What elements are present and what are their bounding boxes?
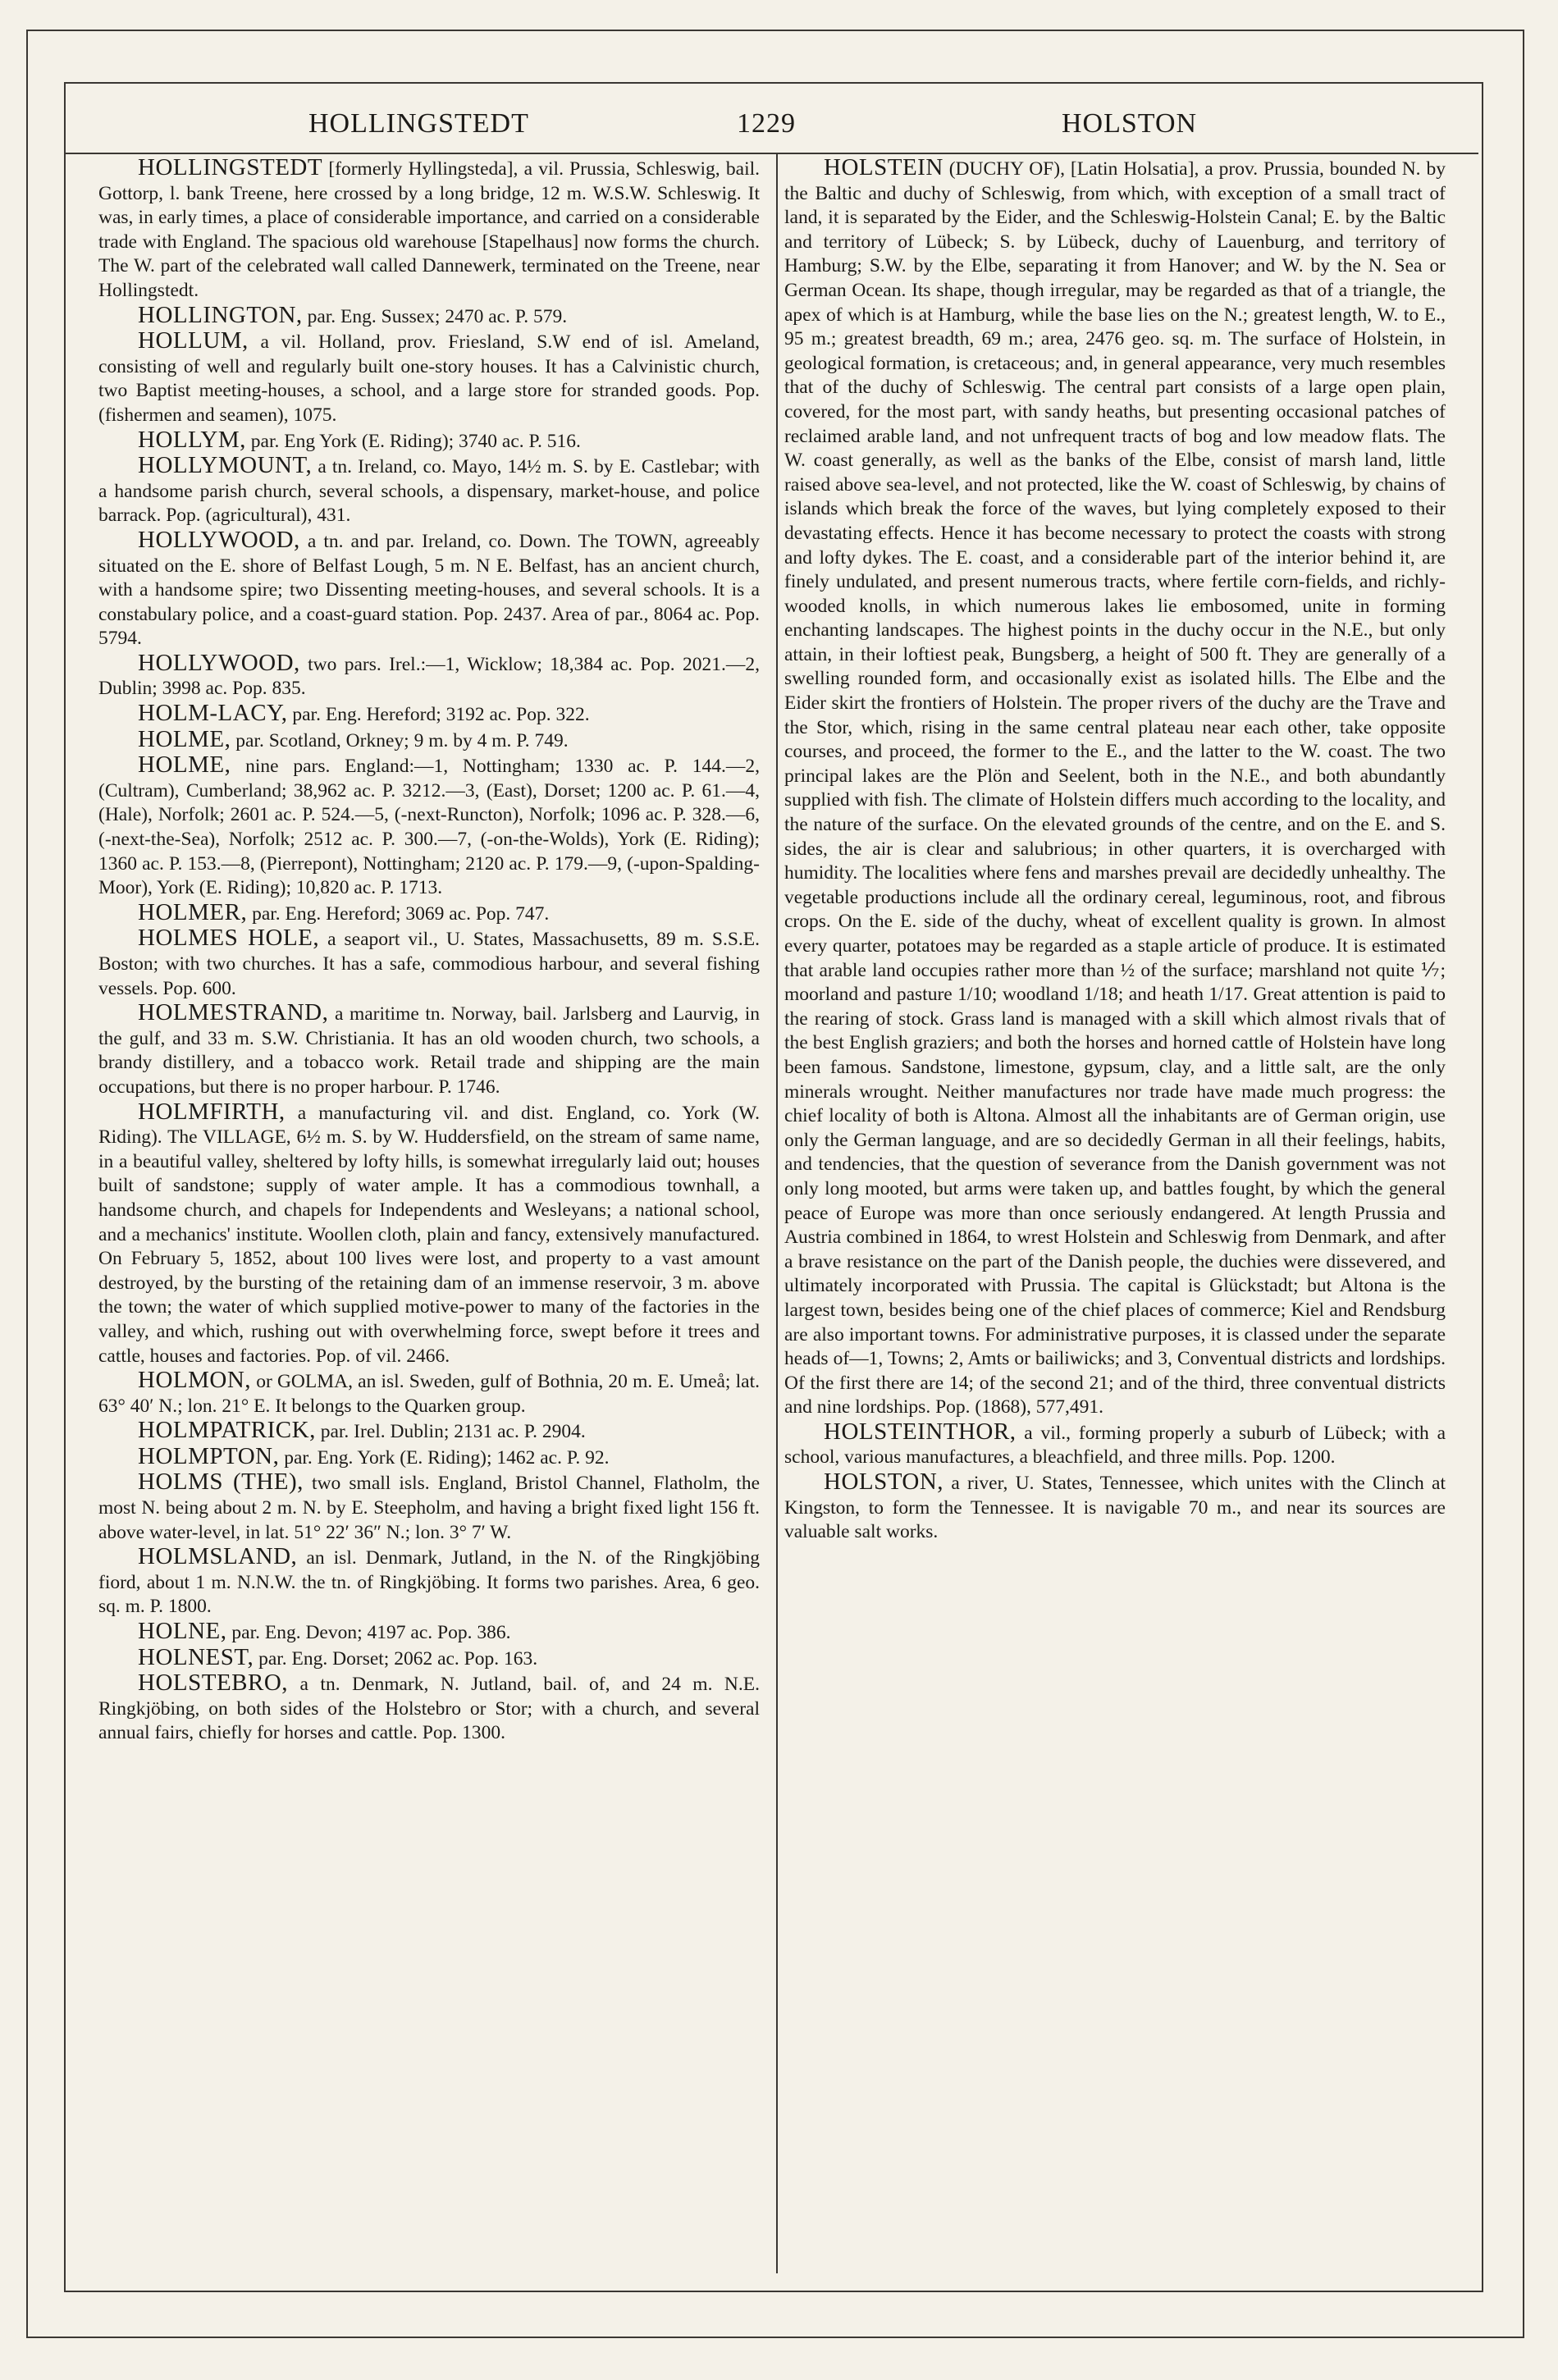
gazetteer-entry [98, 1643, 760, 1672]
entry-headword: HOLMS (THE), [138, 1469, 304, 1496]
header-right-word: HOLSTON [1062, 108, 1198, 139]
entry-headword: HOLMFIRTH, [138, 1098, 286, 1125]
gazetteer-entry [784, 1420, 1446, 1470]
entry-text: (DUCHY OF), [Latin Holsatia], a prov. Prussia, bounded N. by the Baltic and duchy of Schleswig, from which, with exception of a small tract of land, it is separated by the Eider, and the Schleswig-Holstein Canal; E. by the Baltic and territory of Lübeck; S. by Lübeck, duchy of Lauenburg, and territory of Hamburg; S.W. by the Elbe, separating it from Hanover; and W. by the N. Sea or German Ocean. Its shape, though irregular, may be regarded as that of a triangle, the apex of which is at Hamburg, while the base lies on the N.; greatest length, W. to E., 95 m.; greatest breadth, 69 m.; area, 2476 geo. sq. m. The surface of Holstein, in geological formation, is cretaceous; and, in general appearance, very much resembles that of the duchy of Schleswig. The central part consists of a large open plain, covered, for the most part, with sandy heaths, but presenting occasional patches of reclaimed arable land, and not unfrequent tracts of bog and low meadow flats. The W. coast generally, as well as the banks of the Elbe, consist of marsh land, little raised above sea-level, and not protected, like the W. coast of Schleswig, by chains of islands which break the force of the waves, but lying completely exposed to their devastating effects. Hence it has become necessary to protect the coasts with strong and lofty dykes. The E. coast, and a considerable part of the interior behind it, are finely undulated, and present numerous tracts, where fertile corn-fields, and richly-wooded knolls, in which numerous lakes lie embosomed, unite in forming enchanting landscapes. The highest points in the duchy occur in the N.E., but only attain, in their loftiest peak, Bungsberg, a height of 500 ft. They are generally of a swelling rounded form, and occasionally exist as isolated hills. The Elbe and the Eider skirt the frontiers of Holstein. The proper rivers of the duchy are the Trave and the Stor, which, rising in the same central plateau near each other, take opposite courses, and proceed, the former to the E., and the latter to the W. coast. The two principal lakes are the Plön and Seelent, both in the N.E., and both abundantly supplied with fish. The climate of Holstein differs much according to the locality, and the nature of the surface. On the elevated grounds of the centre, and on the E. and S. sides, the air is clear and salubrious; in other quarters, it is overcharged with humidity. The localities where fens and marshes prevail are decidedly unhealthy. The vegetable productions include all the ordinary cereal, leguminous, root, and fibrous crops. On the E. side of the duchy, wheat of excellent quality is grown. In almost every quarter, potatoes may be regarded as a staple article of produce. It is estimated that arable land occupies rather more than ½ of the surface; marshland not quite ⅐; moorland and pasture 1/10; woodland 1/18; and heath 1/17. Great attention is paid to the rearing of stock. Grass land is managed with a skill which almost rivals that of the best English graziers; and both the horses and horned cattle of Holstein have long been famous. Sandstone, limestone, gypsum, clay, and a little salt, are the only minerals wrought. Neither manufactures nor trade have made much progress: the chief locality of both is Altona. Almost all the inhabitants are of German origin, use only the German language, and are so decidedly German in all their feelings, habits, and tendencies, that the question of severance from the Danish government was not only long mooted, but arms were taken up, and battles fought, by which the general peace of Europe was more than once seriously endangered. At length Prussia and Austria combined in 1864, to wrest Holstein and Schleswig from Denmark, and after a brave resistance on the part of the Danish people, the duchies were dissevered, and ultimately incorporated with Prussia. The capital is Glückstadt; but Altona is the largest town, besides being one of the chief places of commerce; Kiel and Rendsburg are also important towns. For administrative purposes, it is classed under the separate heads of—1, Towns; 2, Amts or bailiwicks; and 3, Conventual districts and lordships. Of the first there are 14; of the second 21; and of the third, three conventual districts and nine lordships. Pop. (1868), 577,491. [784, 158, 1446, 1418]
header-rule [66, 153, 1478, 154]
gazetteer-entry [98, 301, 760, 330]
entry-headword: HOLLYM, [138, 426, 246, 453]
gazetteer-entry [98, 1671, 760, 1746]
gazetteer-entry [98, 651, 760, 701]
entry-headword: HOLLYWOOD, [138, 649, 300, 676]
entry-text: a vil. Holland, prov. Friesland, S.W end of isl. Ameland, consisting of well and regularly built one-story houses. It has a Calvinistic church, two Baptist meeting-houses, a school, and a large store for stranded goods. Pop. (fishermen and seamen), 1075. [98, 331, 760, 426]
header-left-word: HOLLINGSTEDT [308, 108, 529, 139]
entry-headword: HOLLINGSTEDT [138, 156, 323, 180]
entry-headword: HOLM-LACY, [138, 700, 288, 727]
entry-headword: HOLMSLAND, [138, 1543, 298, 1570]
entry-headword: HOLLYMOUNT, [138, 452, 313, 479]
gazetteer-entry [98, 428, 760, 455]
gazetteer-entry [98, 1418, 760, 1445]
gazetteer-entry [98, 1470, 760, 1545]
gazetteer-entry [98, 329, 760, 427]
gazetteer-entry [98, 528, 760, 651]
entry-text: two pars. Irel.:—1, Wicklow; 18,384 ac. Pop. 2021.—2, Dublin; 3998 ac. Pop. 835. [98, 653, 760, 700]
entry-text: par. Eng. Devon; 4197 ac. Pop. 386. [231, 1622, 511, 1644]
entry-headword: HOLSTEBRO, [138, 1670, 289, 1697]
gazetteer-entry [98, 898, 760, 927]
gazetteer-entry [98, 1100, 760, 1369]
gazetteer-entry [784, 1470, 1446, 1545]
left-column [98, 156, 760, 2273]
entry-text: an isl. Denmark, Jutland, in the N. of the Ringkjöbing fiord, about 1 m. N.N.W. the tn. of Ringkjöbing. It forms two parishes. Area, 6 geo. sq. m. P. 1800. [98, 1547, 760, 1618]
entry-text: or GOLMA, an isl. Sweden, gulf of Bothnia, 20 m. E. Umeå; lat. 63° 40′ N.; lon. 21° E. It belongs to the Quarken group. [98, 1371, 760, 1417]
gazetteer-entry [98, 701, 760, 728]
entry-headword: HOLMES HOLE, [138, 925, 320, 952]
page-number: 1229 [737, 108, 796, 139]
entry-headword: HOLNE, [138, 1618, 227, 1645]
entry-text: par. Scotland, Orkney; 9 m. by 4 m. P. 749. [235, 729, 569, 751]
entry-text: a tn. and par. Ireland, co. Down. The TOWN, agreeably situated on the E. shore of Belfast Lough, 5 m. N E. Belfast, has an ancient church, with a handsome spire; two Dissenting meeting-houses, and several schools. It is a constabulary police, and a coast-guard station. Pop. 2437. Area of par., 8064 ac. Pop. 5794. [98, 530, 760, 650]
entry-headword: HOLSTEIN [824, 156, 943, 180]
entry-headword: HOLMPATRICK, [138, 1417, 316, 1444]
entry-text: par. Eng. Hereford; 3069 ac. Pop. 747. [252, 902, 550, 925]
entry-text: par. Irel. Dublin; 2131 ac. P. 2904. [320, 1421, 586, 1443]
gazetteer-entry [98, 454, 760, 528]
entry-text: par. Eng. York (E. Riding); 1462 ac. P. 92. [284, 1446, 610, 1469]
entry-headword: HOLME, [138, 725, 231, 752]
running-header [66, 108, 1477, 151]
gazetteer-entry [98, 753, 760, 901]
entry-headword: HOLMER, [138, 898, 248, 925]
gazetteer-entry [98, 1368, 760, 1418]
entry-text: two small isls. England, Bristol Channel, Flatholm, the most N. being about 2 m. N. by E. Steepholm, and having a bright fixed light 156 ft. above water-level, in lat. 51° 22′ 36″ N.; lon. 3° 7′ W. [98, 1473, 760, 1543]
gazetteer-entry [784, 156, 1446, 1420]
entry-text: a river, U. States, Tennessee, which unites with the Clinch at Kingston, to form the Tennessee. It is navigable 70 m., and near its sources are valuable salt works. [784, 1473, 1446, 1543]
entry-headword: HOLMPTON, [138, 1442, 280, 1469]
gazetteer-entry [98, 926, 760, 1001]
entry-headword: HOLNEST, [138, 1643, 254, 1670]
entry-headword: HOLLYWOOD, [138, 526, 300, 553]
entry-text: par. Eng. Hereford; 3192 ac. Pop. 322. [292, 704, 590, 726]
gazetteer-entry [98, 1545, 760, 1619]
entry-headword: HOLSTEINTHOR, [824, 1418, 1017, 1445]
column-divider [776, 153, 778, 2273]
entry-headword: HOLMESTRAND, [138, 999, 329, 1026]
entry-text: [formerly Hyllingsteda], a vil. Prussia, Schleswig, bail. Gottorp, l. bank Treene, here crossed by a long bridge, 12 m. W.S.W. Schleswig. It was, in early times, a place of considerable importance, and carried on a considerable trade with England. The spacious old warehouse [Stapelhaus] now forms the church. The W. part of the celebrated wall called Dannewerk, terminated on the Treene, near Hollingstedt. [98, 158, 760, 301]
entry-text: a manufacturing vil. and dist. England, co. York (W. Riding). The VILLAGE, 6½ m. S. by W. Huddersfield, on the stream of same name, in a beautiful valley, sheltered by lofty hills, is somewhat irregularly laid out; houses built of sandstone; supply of water ample. It has a commodious townhall, a handsome church, and chapels for Independents and Wesleyans; a national school, and a mechanics' institute. Woollen cloth, plain and fancy, extensively manufactured. On February 5, 1852, about 100 lives were lost, and property to a vast amount destroyed, by the bursting of the retaining dam of an immense reservoir, 3 m. above the town; the water of which supplied motive-power to many of the factories in the valley, and which, rushing out with overwhelming force, swept before it trees and cattle, houses and factories. Pop. of vil. 2466. [98, 1102, 760, 1367]
gazetteer-entry [98, 1001, 760, 1099]
entry-headword: HOLLUM, [138, 327, 249, 354]
entry-text: a seaport vil., U. States, Massachusetts, 89 m. S.S.E. Boston; with two churches. It has a safe, commodious harbour, and several fishing vessels. Pop. 600. [98, 929, 760, 999]
entry-headword: HOLMON, [138, 1367, 252, 1394]
gazetteer-entry [98, 1619, 760, 1646]
entry-text: par. Eng. Sussex; 2470 ac. P. 579. [307, 305, 568, 327]
gazetteer-entry [98, 1442, 760, 1471]
gazetteer-entry [98, 725, 760, 754]
entry-headword: HOLLINGTON, [138, 301, 303, 328]
gazetteer-entry [98, 156, 760, 304]
right-column [784, 156, 1446, 2273]
entry-text: a tn. Denmark, N. Jutland, bail. of, and 24 m. N.E. Ringkjöbing, on both sides of the Holstebro or Stor; with a church, and several annual fairs, chiefly for horses and cattle. Pop. 1300. [98, 1674, 760, 1744]
entry-text: a maritime tn. Norway, bail. Jarlsberg and Laurvig, in the gulf, and 33 m. S.W. Christiania. It has an old wooden church, two schools, a brandy distillery, and a tobacco work. Retail trade and shipping are the main occupations, but there is no proper harbour. P. 1746. [98, 1003, 760, 1098]
entry-headword: HOLSTON, [824, 1469, 944, 1496]
entry-text: nine pars. England:—1, Nottingham; 1330 ac. P. 144.—2, (Cultram), Cumberland; 38,962 ac. P. 3212.—3, (East), Dorset; 1200 ac. P. 61.—4, (Hale), Norfolk; 2601 ac. P. 524.—5, (-next-Runcton), Norfolk; 1096 ac. P. 328.—6, (-next-the-Sea), Norfolk; 2512 ac. P. 300.—7, (-on-the-Wolds), York (E. Riding); 1360 ac. P. 153.—8, (Pierrepont), Nottingham; 2120 ac. P. 179.—9, (-upon-Spalding-Moor), York (E. Riding); 10,820 ac. P. 1713. [98, 756, 760, 899]
entry-text: par. Eng York (E. Riding); 3740 ac. P. 516. [250, 430, 581, 452]
entry-text: a tn. Ireland, co. Mayo, 14½ m. S. by E. Castlebar; with a handsome parish church, several schools, a dispensary, market-house, and police barrack. Pop. (agricultural), 431. [98, 456, 760, 527]
entry-text: a vil., forming properly a suburb of Lübeck; with a school, various manufactures, a bleachfield, and three mills. Pop. 1200. [784, 1422, 1446, 1469]
entry-text: par. Eng. Dorset; 2062 ac. Pop. 163. [258, 1647, 538, 1670]
entry-headword: HOLME, [138, 751, 231, 779]
